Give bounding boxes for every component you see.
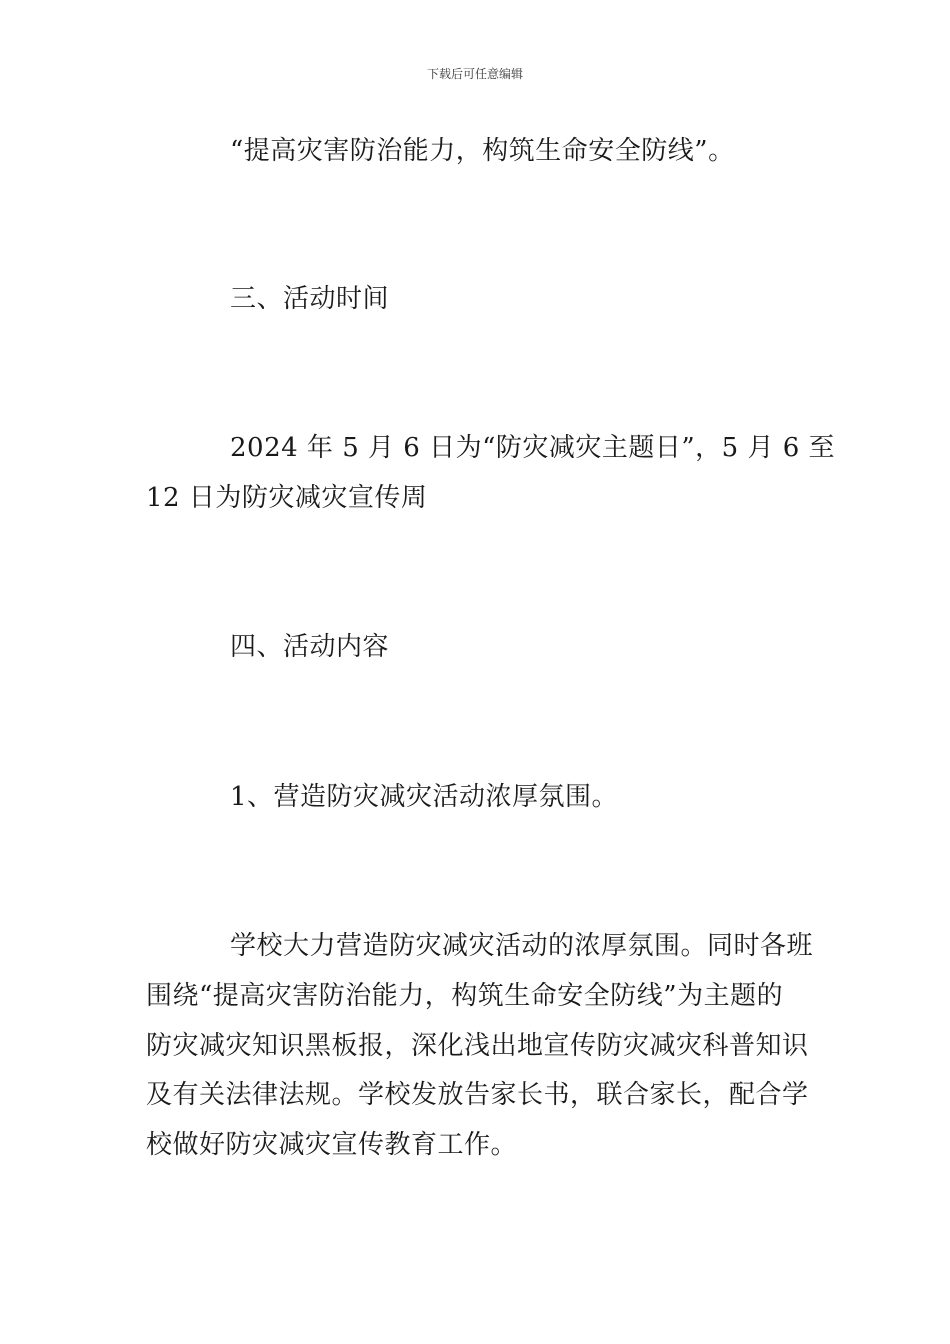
- paragraph-line-4: 及有关法律法规。学校发放告家长书，联合家长，配合学: [146, 1080, 809, 1110]
- activity-time-text-line-2: 12 日为防灾减灾宣传周: [146, 483, 428, 513]
- section-heading-time: 三、活动时间: [230, 284, 390, 314]
- item-1-heading: 1、营造防灾减灾活动浓厚氛围。: [230, 782, 619, 812]
- paragraph-line-2: 围绕“提高灾害防治能力，构筑生命安全防线”为主题的: [146, 981, 784, 1011]
- activity-time-text-line-1: 2024 年 5 月 6 日为“防灾减灾主题日”，5 月 6 至: [230, 433, 836, 463]
- section-heading-content: 四、活动内容: [230, 632, 390, 662]
- theme-line: “提高灾害防治能力，构筑生命安全防线”。: [230, 136, 735, 166]
- paragraph-line-1: 学校大力营造防灾减灾活动的浓厚氛围。同时各班: [230, 931, 814, 961]
- paragraph-line-5: 校做好防灾减灾宣传教育工作。: [146, 1130, 518, 1160]
- header-note: 下载后可任意编辑: [426, 67, 523, 81]
- paragraph-line-3: 防灾减灾知识黑板报，深化浅出地宣传防灾减灾科普知识: [146, 1031, 809, 1061]
